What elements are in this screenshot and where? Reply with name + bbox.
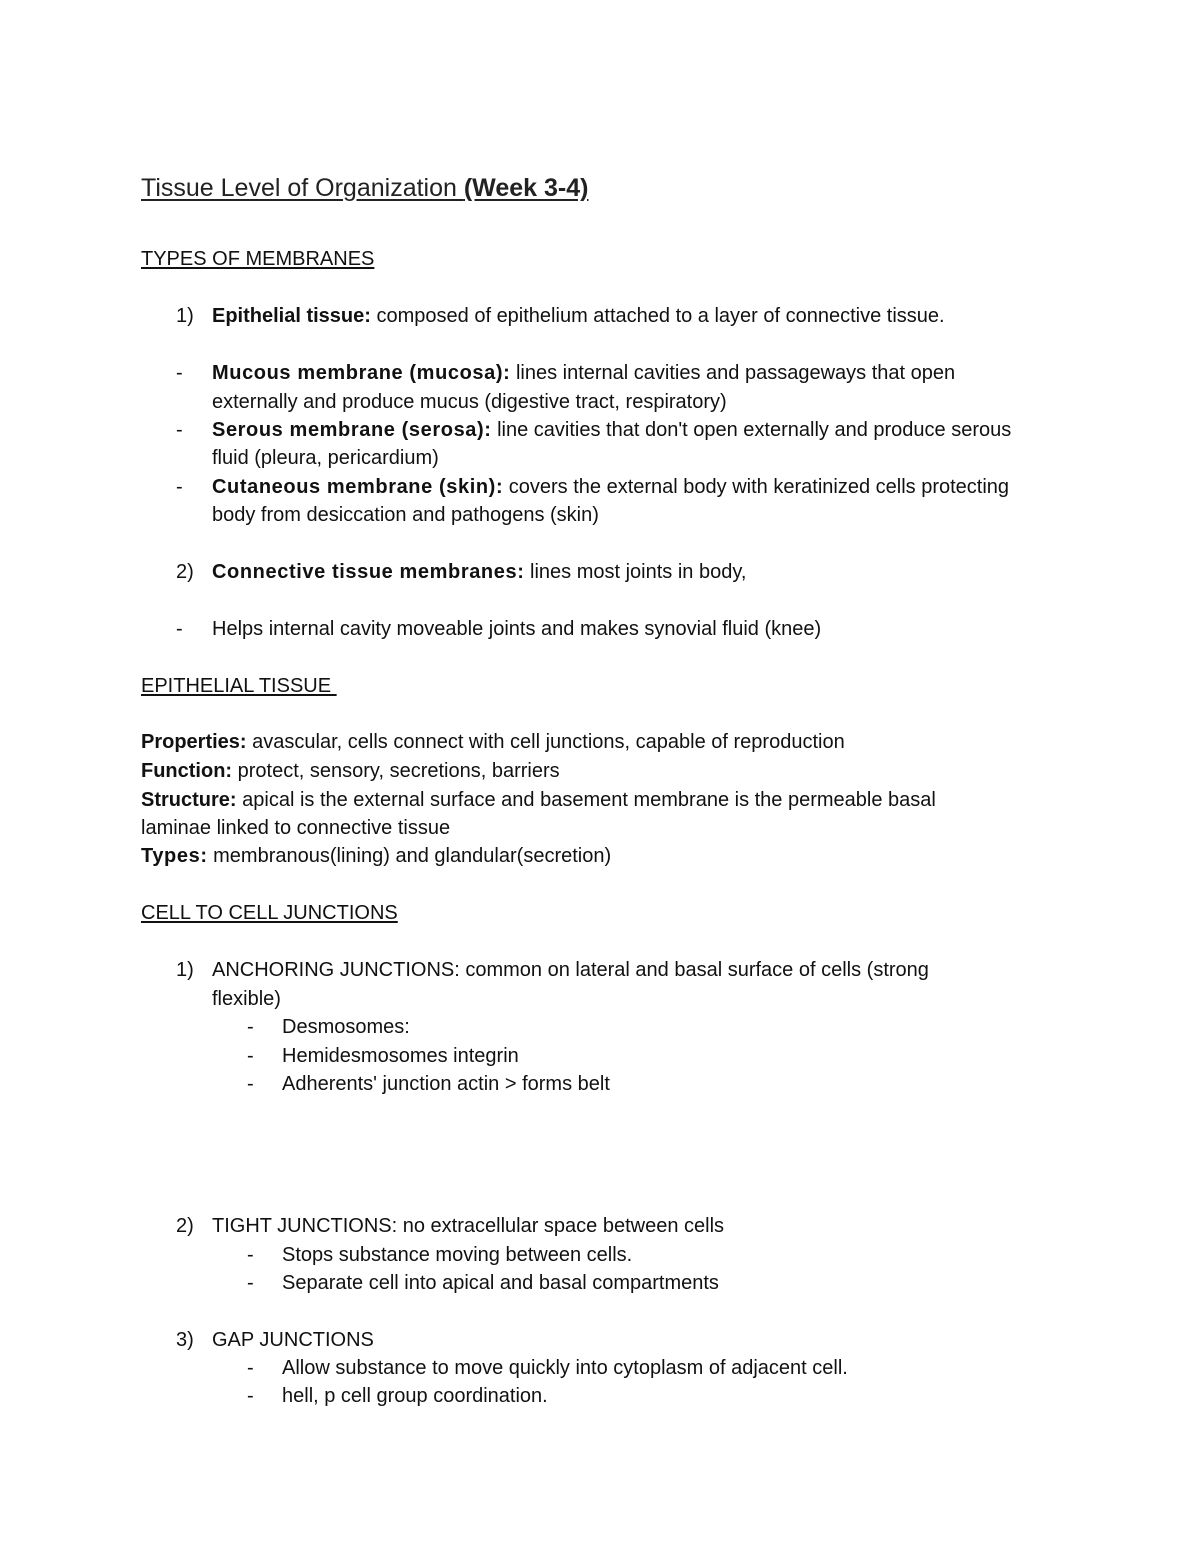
title-week: (Week 3-4) [463, 174, 589, 202]
term-label: Types: [141, 845, 208, 867]
list-item-text [212, 416, 1011, 444]
list-item-text [212, 558, 746, 586]
epithelial-types [141, 842, 611, 870]
list-number: 2) [176, 1215, 194, 1237]
epithelial-structure-continued: laminae linked to connective tissue [141, 817, 451, 839]
list-number: 1) [176, 959, 194, 981]
sub-item-text: hell, p cell group coordination. [282, 1385, 548, 1407]
junctions-heading: CELL TO CELL JUNCTIONS [141, 902, 398, 924]
list-number: 3) [176, 1329, 194, 1351]
list-item-text: ANCHORING JUNCTIONS: common on lateral and basal surface of cells (strong [212, 959, 929, 981]
membrane-cutaneous-continued: body from desiccation and pathogens (skin) [212, 504, 599, 526]
bullet-dash: - [247, 1045, 254, 1067]
sub-item-text: Stops substance moving between cells. [282, 1244, 633, 1266]
list-item-text [212, 359, 955, 387]
bullet-dash: - [176, 362, 183, 384]
term-description: avascular, cells connect with cell junctions, capable of reproduction [246, 731, 845, 753]
bullet-dash: - [247, 1385, 254, 1407]
term-description: line cavities that don't open externally and produce serous [491, 419, 1012, 441]
list-item-text: TIGHT JUNCTIONS: no extracellular space between cells [212, 1215, 725, 1237]
term-description: lines most joints in body, [524, 561, 747, 583]
list-number: 2) [176, 561, 194, 583]
sub-item-text: Desmosomes: [282, 1016, 410, 1038]
page-title [141, 171, 588, 205]
membrane-serous-continued: fluid (pleura, pericardium) [212, 447, 439, 469]
term-description: composed of epithelium attached to a layer of connective tissue. [370, 305, 945, 327]
term-label: Function: [141, 760, 233, 782]
title-main: Tissue Level of Organization [141, 174, 464, 202]
epithelial-properties [141, 728, 845, 756]
bullet-dash: - [176, 476, 183, 498]
list-number: 1) [176, 305, 194, 327]
bullet-dash: - [247, 1073, 254, 1095]
epithelial-structure [141, 786, 936, 814]
term-label: Mucous membrane (mucosa): [212, 362, 511, 384]
epithelial-function [141, 757, 560, 785]
bullet-dash: - [176, 419, 183, 441]
term-label: Cutaneous membrane (skin): [212, 476, 504, 498]
term-label: Serous membrane (serosa): [212, 419, 492, 441]
sub-item-text: Hemidesmosomes integrin [282, 1045, 519, 1067]
list-item-text: GAP JUNCTIONS [212, 1329, 374, 1351]
term-label: Connective tissue membranes: [212, 561, 525, 583]
junction-anchoring-continued: flexible) [212, 988, 281, 1010]
term-description: lines internal cavities and passageways that open [510, 362, 956, 384]
list-item-text [212, 302, 945, 330]
epithelial-heading [141, 672, 337, 700]
sub-item-text: Allow substance to move quickly into cytoplasm of adjacent cell. [282, 1357, 848, 1379]
sub-item-text: Separate cell into apical and basal compartments [282, 1272, 719, 1294]
term-description: covers the external body with keratinized cells protecting [503, 476, 1010, 498]
term-label: Structure: [141, 789, 237, 811]
term-label: Properties: [141, 731, 247, 753]
term-description: protect, sensory, secretions, barriers [232, 760, 560, 782]
bullet-dash: - [247, 1357, 254, 1379]
bullet-dash: - [247, 1244, 254, 1266]
term-description: membranous(lining) and glandular(secretion) [207, 845, 612, 867]
bullet-dash: - [176, 618, 183, 640]
list-item-text: Helps internal cavity moveable joints and makes synovial fluid (knee) [212, 618, 822, 640]
term-label: Epithelial tissue: [212, 305, 371, 327]
sub-item-text: Adherents' junction actin > forms belt [282, 1073, 610, 1095]
term-description: apical is the external surface and basement membrane is the permeable basal [236, 789, 936, 811]
membrane-mucous-continued: externally and produce mucus (digestive tract, respiratory) [212, 391, 727, 413]
membranes-heading: TYPES OF MEMBRANES [141, 248, 375, 270]
list-item-text [212, 473, 1009, 501]
bullet-dash: - [247, 1016, 254, 1038]
bullet-dash: - [247, 1272, 254, 1294]
epithelial-heading-text: EPITHELIAL TISSUE [141, 675, 337, 697]
